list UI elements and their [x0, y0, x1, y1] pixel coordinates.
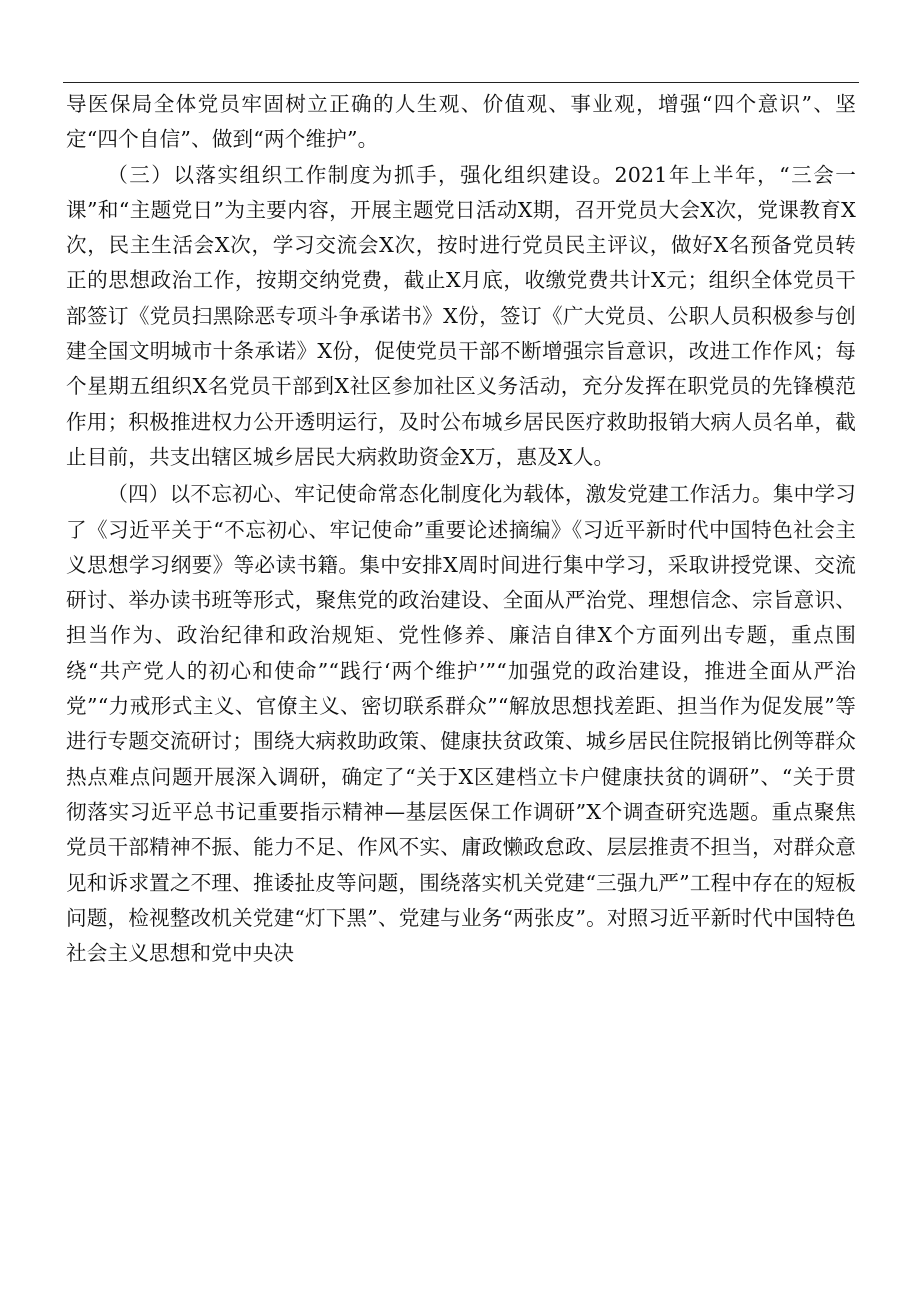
paragraph-section-3: （三）以落实组织工作制度为抓手，强化组织建设。2021年上半年，“三会一课”和“主题党日”为主要内容，开展主题党日活动X期，召开党员大会X次，党课教育X次，民主生活会X次，学习交流会X次，按时进行党员民主评议，做好X名预备党员转正的思想政治工作，按期交纳党费，截止X月底，收缴党费共计X元；组织全体党员干部签订《党员扫黑除恶专项斗争承诺书》X份，签订《广大党员、公职人员积极参与创建全国文明城市十条承诺》X份，促使党员干部不断增强宗旨意识，改进工作作风；每个星期五组织X名党员干部到X社区参加社区义务活动，充分发挥在职党员的先锋模范作用；积极推进权力公开透明运行，及时公布城乡居民医疗救助报销大病人员名单，截止目前，共支出辖区城乡居民大病救助资金X万，惠及X人。 — [66, 162, 856, 469]
document-body — [66, 87, 856, 971]
paragraph-continuation: 导医保局全体党员牢固树立正确的人生观、价值观、事业观，增强“四个意识”、坚定“四个自信”、做到“两个维护”。 — [66, 92, 856, 152]
paragraph-section-4: （四）以不忘初心、牢记使命常态化制度化为载体，激发党建工作活力。集中学习了《习近平关于“不忘初心、牢记使命”重要论述摘编》《习近平新时代中国特色社会主义思想学习纲要》等必读书籍。集中安排X周时间进行集中学习，采取讲授党课、交流研讨、举办读书班等形式，聚焦党的政治建设、全面从严治党、理想信念、宗旨意识、担当作为、政治纪律和政治规矩、党性修养、廉洁自律X个方面列出专题，重点围绕“共产党人的初心和使命”“践行‘两个维护’”“加强党的政治建设，推进全面从严治党”“力戒形式主义、官僚主义、密切联系群众”“解放思想找差距、担当作为促发展”等进行专题交流研讨；围绕大病救助政策、健康扶贫政策、城乡居民住院报销比例等群众热点难点问题开展深入调研，确定了“关于X区建档立卡户健康扶贫的调研”、“关于贯彻落实习近平总书记重要指示精神—基层医保工作调研”X个调查研究选题。重点聚焦党员干部精神不振、能力不足、作风不实、庸政懒政怠政、层层推责不担当，对群众意见和诉求置之不理、推诿扯皮等问题，围绕落实机关党建“三强九严”工程中存在的短板问题，检视整改机关党建“灯下黑”、党建与业务“两张皮”。对照习近平新时代中国特色社会主义思想和党中央决 — [66, 482, 856, 966]
header-rule — [63, 82, 859, 83]
